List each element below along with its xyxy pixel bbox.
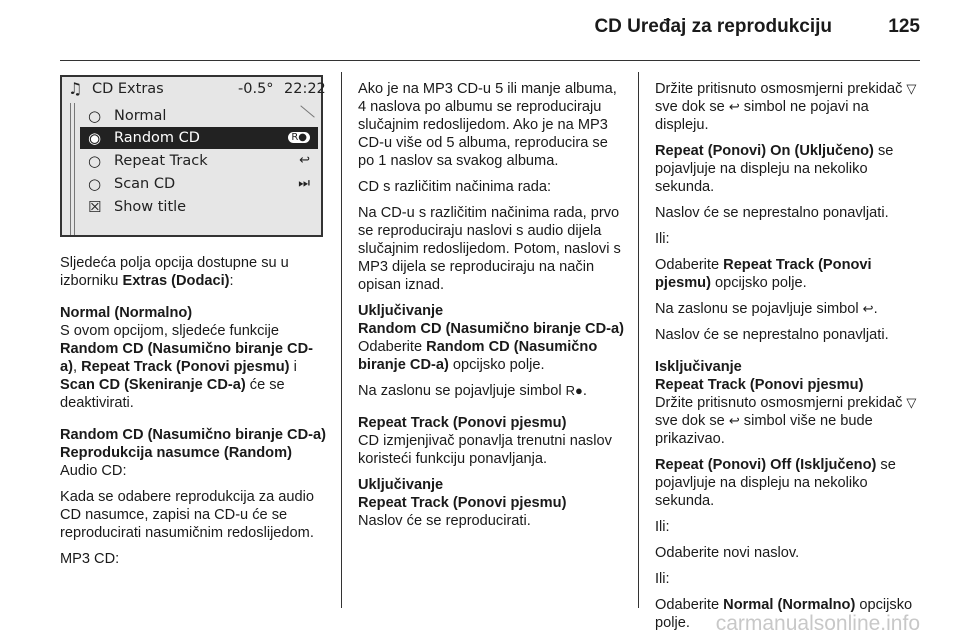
- random-icon: R●: [288, 132, 310, 143]
- random-heading: Random CD (Nasumično biranje CD-a) Reprodukcija nasumce (Random): [60, 427, 326, 461]
- intro-paragraph: Sljedeća polja opcija dostupne su u izborniku Extras (Dodaci):: [60, 255, 289, 289]
- menu-item-repeat-track: [80, 150, 318, 172]
- display-frame-line: [70, 103, 75, 235]
- radio-empty-icon: ○: [88, 175, 102, 193]
- menu-item-scan-cd: [80, 173, 318, 195]
- or-text-2: Ili:: [655, 519, 670, 535]
- or-text-3: Ili:: [655, 571, 670, 587]
- radio-empty-icon: ○: [88, 152, 102, 170]
- audio-cd-label: Audio CD:: [60, 463, 127, 479]
- on2-paragraph: Naslov će se reproducirati.: [358, 513, 531, 529]
- normal-heading: Normal (Normalno): [60, 305, 193, 321]
- menu-item-label: Show title: [114, 199, 187, 215]
- joystick-down-icon: ▽: [906, 81, 917, 96]
- symbol-paragraph: Na zaslonu se pojavljuje simbol R●.: [358, 383, 587, 399]
- repeat-symbol-icon: ↩: [862, 301, 874, 316]
- mixed-cd-paragraph: Na CD-u s različitim načinima rada, prvo se reproduciraju naslovi s audio dijela slučajnim redoslijedom. Potom, naslovi s MP3 dijela se reproduciraju na način opisan iznad.: [358, 205, 621, 293]
- column-2: [358, 80, 626, 538]
- menu-item-show-title: [80, 196, 318, 218]
- menu-item-label: Scan CD: [114, 176, 176, 192]
- off-heading: Isključivanje: [655, 359, 742, 375]
- repeat-icon: ↩: [299, 153, 310, 168]
- column-divider-1: [341, 72, 342, 608]
- repeat-symbol-paragraph: Na zaslonu se pojavljuje simbol ↩.: [655, 301, 878, 317]
- mp3-cd-label: MP3 CD:: [60, 551, 120, 567]
- scan-icon: ⏭: [298, 176, 310, 191]
- mixed-cd-heading: CD s različitim načinima rada:: [358, 179, 552, 195]
- repeat-off-paragraph: Repeat (Ponovi) Off (Isključeno) se pojavljuje na displeju na nekoliko sekunda.: [655, 457, 896, 509]
- radio-empty-icon: ○: [88, 107, 102, 125]
- menu-item-normal: [80, 105, 318, 127]
- display-title: CD Extras: [92, 81, 164, 97]
- display-time: 22:22: [284, 81, 326, 97]
- select-normal-paragraph: Odaberite Normal (Normalno) opcijsko polje.: [655, 597, 913, 631]
- column-3: [655, 80, 923, 640]
- select-repeat-paragraph: Odaberite Repeat Track (Ponovi pjesmu) opcijsko polje.: [655, 257, 872, 291]
- repeat-symbol-icon: ↩: [728, 99, 740, 114]
- audio-cd-paragraph: Kada se odabere reprodukcija za audio CD nasumce, zapisi na CD-u će se reproducirati nasumičnim redoslijedom.: [60, 489, 314, 541]
- menu-item-random-cd: [80, 127, 318, 149]
- off-subheading: Repeat Track (Ponovi pjesmu): [655, 377, 864, 393]
- header-title: CD Uređaj za reprodukciju: [594, 16, 832, 37]
- on-subheading: Random CD (Nasumično biranje CD-a): [358, 321, 624, 337]
- music-note-icon: ♫: [68, 79, 83, 98]
- normal-paragraph: S ovom opcijom, sljedeće funkcije Random CD (Nasumično biranje CD-a), Repeat Track (Ponovi pjesmu) i Scan CD (Skeniranje CD-a) će se deaktivirati.: [60, 323, 313, 411]
- menu-item-label: Normal: [114, 108, 167, 124]
- header-rule: [60, 60, 920, 61]
- select-random-paragraph: Odaberite Random CD (Nasumično biranje CD-a) opcijsko polje.: [358, 339, 598, 373]
- hold-on-paragraph: Držite pritisnuto osmosmjerni prekidač ▽ sve dok se ↩ simbol ne pojavi na displeju.: [655, 81, 917, 133]
- display-screenshot: [60, 75, 326, 237]
- repeat-on-paragraph: Repeat (Ponovi) On (Uključeno) se pojavljuje na displeju na nekoliko sekunda.: [655, 143, 894, 195]
- repeat-continue-paragraph: Naslov će se neprestalno ponavljati.: [655, 205, 889, 221]
- random-symbol-icon: R●: [565, 383, 583, 398]
- repeat-continue-paragraph-2: Naslov će se neprestalno ponavljati.: [655, 327, 889, 343]
- repeat-heading: Repeat Track (Ponovi pjesmu): [358, 415, 567, 431]
- column-divider-2: [638, 72, 639, 608]
- on2-subheading: Repeat Track (Ponovi pjesmu): [358, 495, 567, 511]
- joystick-down-icon: ▽: [906, 395, 917, 410]
- watermark: carmanualsonline.info: [715, 612, 920, 635]
- checkbox-checked-icon: ☒: [88, 198, 102, 216]
- repeat-symbol-icon: ↩: [728, 413, 740, 428]
- on-heading: Uključivanje: [358, 303, 444, 319]
- menu-item-label: Random CD: [114, 130, 200, 146]
- repeat-paragraph: CD izmjenjivač ponavlja trenutni naslov koristeći funkciju ponavljanja.: [358, 433, 612, 467]
- display-temperature: -0.5°: [238, 81, 274, 97]
- new-title-paragraph: Odaberite novi naslov.: [655, 545, 800, 561]
- or-text-1: Ili:: [655, 231, 670, 247]
- radio-selected-icon: ◉: [88, 129, 102, 147]
- menu-item-label: Repeat Track: [114, 153, 208, 169]
- page-number: 125: [888, 16, 920, 37]
- column-1: [60, 254, 328, 576]
- mp3-paragraph: Ako je na MP3 CD-u 5 ili manje albuma, 4 naslova po albumu se reproduciraju slučajnim redoslijedom. Ako je na MP3 CD-u više od 5 albuma, reproducira se po 1 naslov sa svakog albuma.: [358, 81, 617, 169]
- on2-heading: Uključivanje: [358, 477, 444, 493]
- hold-off-paragraph: Držite pritisnuto osmosmjerni prekidač ▽ sve dok se ↩ simbol više ne bude prikazivao.: [655, 395, 917, 447]
- display-header: [62, 77, 326, 103]
